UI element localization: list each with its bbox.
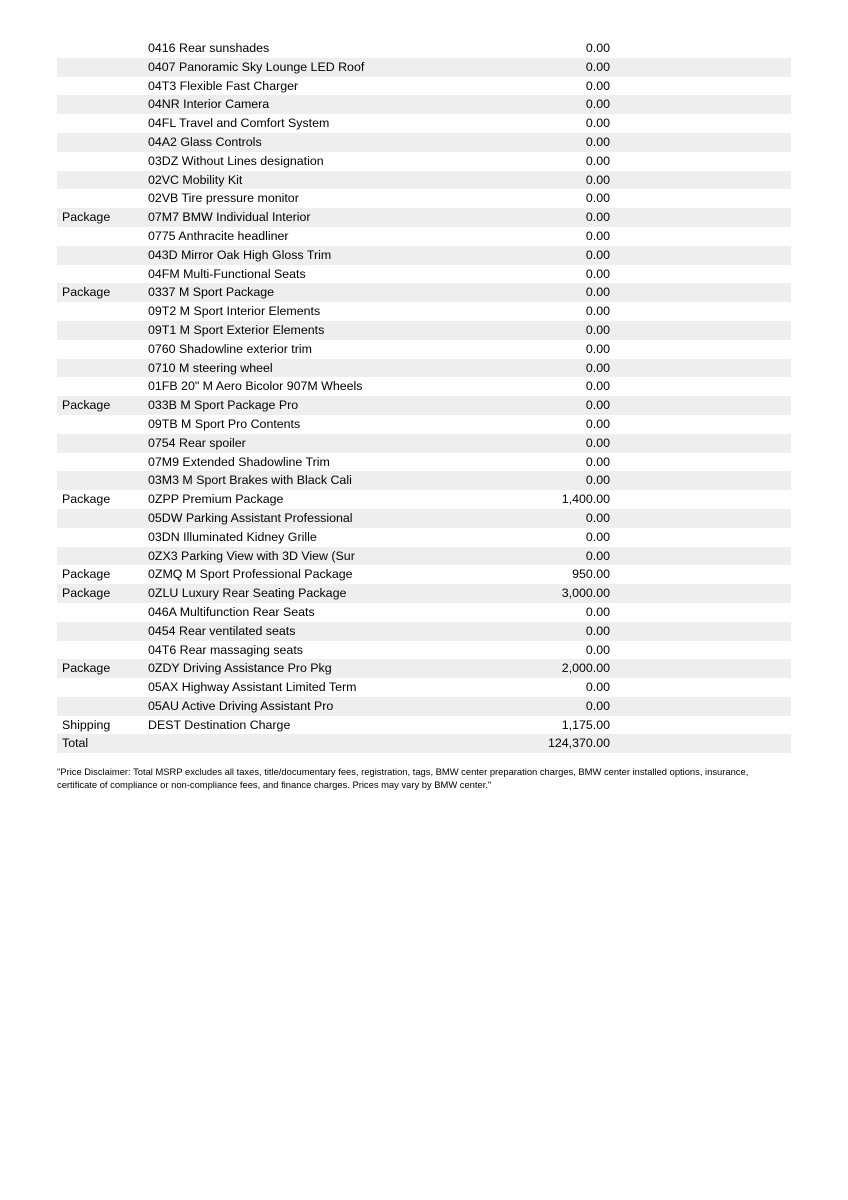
price-cell: 0.00 [585,191,610,206]
description-cell: 033B M Sport Package Pro [148,398,299,413]
table-row [57,377,791,396]
row-filler [610,678,791,697]
category-cell: Shipping [62,717,111,732]
category-cell [57,95,148,114]
table-row [57,359,791,378]
table-row [57,152,791,171]
row-filler [610,490,791,509]
table-row [57,114,791,133]
table-row [57,490,791,509]
row-filler [610,603,791,622]
category-cell [57,58,148,77]
description-cell: 04A2 Glass Controls [148,134,262,149]
description-cell: 0ZDY Driving Assistance Pro Pkg [148,661,332,676]
description-cell: 04T6 Rear massaging seats [148,642,303,657]
category-cell [57,377,148,396]
price-cell: 0.00 [585,78,610,93]
category-cell [57,152,148,171]
row-filler [610,302,791,321]
price-disclaimer: "Price Disclaimer: Total MSRP excludes all taxes, title/documentary fees, registration, tags, BMW center preparation charges, BMW center installed options, insurance, certificate of compliance or non-compliance fees, and finance charges. Prices may vary by BMW center." [57,766,749,791]
description-cell: 04FM Multi-Functional Seats [148,266,306,281]
description-cell: 0775 Anthracite headliner [148,228,289,243]
table-row [57,77,791,96]
description-cell: 0337 M Sport Package [148,285,275,300]
category-cell [57,227,148,246]
price-cell: 2,000.00 [561,661,610,676]
row-filler [610,396,791,415]
price-cell: 0.00 [585,41,610,55]
description-cell: 07M9 Extended Shadowline Trim [148,454,330,469]
table-row [57,603,791,622]
table-row [57,208,791,227]
description-cell: 03M3 M Sport Brakes with Black Cali [148,473,352,488]
row-filler [610,321,791,340]
description-cell: 04T3 Flexible Fast Charger [148,78,299,93]
price-cell: 0.00 [585,698,610,713]
row-filler [610,340,791,359]
category-cell [57,678,148,697]
category-cell [57,471,148,490]
table-row [57,189,791,208]
table-row [57,716,791,735]
row-filler [610,734,791,753]
row-filler [610,377,791,396]
price-cell: 124,370.00 [547,736,610,751]
category-cell [57,697,148,716]
price-cell: 0.00 [585,642,610,657]
table-row [57,321,791,340]
price-cell: 0.00 [585,510,610,525]
description-cell: 046A Multifunction Rear Seats [148,604,315,619]
price-cell: 0.00 [585,210,610,225]
row-filler [610,659,791,678]
category-cell: Package [62,586,111,601]
table-row [57,547,791,566]
description-cell: 043D Mirror Oak High Gloss Trim [148,247,332,262]
row-filler [610,453,791,472]
price-cell: 0.00 [585,604,610,619]
price-cell: 3,000.00 [561,586,610,601]
vehicle-options-table [57,39,791,753]
table-row [57,171,791,190]
row-filler [610,227,791,246]
price-cell: 0.00 [585,341,610,356]
table-row [57,434,791,453]
row-filler [610,95,791,114]
price-cell: 0.00 [585,435,610,450]
price-cell: 0.00 [585,454,610,469]
description-cell: 0416 Rear sunshades [148,41,270,55]
description-cell: 0ZMQ M Sport Professional Package [148,567,353,582]
table-row [57,58,791,77]
description-cell: 05DW Parking Assistant Professional [148,510,353,525]
row-filler [610,584,791,603]
category-cell [57,509,148,528]
category-cell: Package [62,285,111,300]
row-filler [610,152,791,171]
row-filler [610,547,791,566]
category-cell: Package [62,398,111,413]
price-cell: 0.00 [585,623,610,638]
price-cell: 0.00 [585,247,610,262]
category-cell [57,641,148,660]
table-row [57,340,791,359]
category-cell [57,453,148,472]
price-cell: 0.00 [585,360,610,375]
row-filler [610,434,791,453]
price-cell: 0.00 [585,322,610,337]
description-cell: 05AU Active Driving Assistant Pro [148,698,334,713]
description-cell: 01FB 20" M Aero Bicolor 907M Wheels [148,379,363,394]
price-cell: 0.00 [585,304,610,319]
row-filler [610,641,791,660]
description-cell: 09TB M Sport Pro Contents [148,416,301,431]
category-cell [57,39,148,58]
price-cell: 0.00 [585,416,610,431]
row-filler [610,189,791,208]
row-filler [610,359,791,378]
category-cell [57,133,148,152]
table-row [57,227,791,246]
row-filler [610,39,791,58]
description-cell: 0ZPP Premium Package [148,492,284,507]
category-cell [57,171,148,190]
row-filler [610,697,791,716]
category-cell [57,114,148,133]
category-cell: Package [62,661,111,676]
price-cell: 0.00 [585,529,610,544]
description-cell: 0754 Rear spoiler [148,435,246,450]
category-cell [57,434,148,453]
category-cell: Package [62,492,111,507]
price-cell: 1,400.00 [561,492,610,507]
table-row [57,471,791,490]
category-cell [57,603,148,622]
description-cell: 0ZLU Luxury Rear Seating Package [148,586,347,601]
row-filler [610,283,791,302]
price-cell: 0.00 [585,548,610,563]
row-filler [610,528,791,547]
table-row [57,95,791,114]
description-cell: 05AX Highway Assistant Limited Term [148,680,357,695]
price-cell: 0.00 [585,97,610,112]
table-row [57,415,791,434]
table-row [57,396,791,415]
category-cell [57,415,148,434]
description-cell: 09T2 M Sport Interior Elements [148,304,321,319]
table-row [57,283,791,302]
price-cell: 0.00 [585,134,610,149]
price-cell: 0.00 [585,398,610,413]
category-cell [57,340,148,359]
row-filler [610,58,791,77]
description-cell: 09T1 M Sport Exterior Elements [148,322,325,337]
row-filler [610,265,791,284]
description-cell: 04NR Interior Camera [148,97,270,112]
price-cell: 0.00 [585,59,610,74]
description-cell: 0710 M steering wheel [148,360,273,375]
table-row [57,584,791,603]
category-cell [57,265,148,284]
description-cell: 02VC Mobility Kit [148,172,243,187]
price-cell: 0.00 [585,172,610,187]
row-filler [610,77,791,96]
row-filler [610,471,791,490]
table-row [57,265,791,284]
price-cell: 1,175.00 [561,717,610,732]
row-filler [610,509,791,528]
row-filler [610,208,791,227]
category-cell [57,359,148,378]
description-cell: 0454 Rear ventilated seats [148,623,296,638]
table-row [57,453,791,472]
row-filler [610,246,791,265]
table-row [57,565,791,584]
price-cell: 0.00 [585,285,610,300]
description-cell: 0ZX3 Parking View with 3D View (Sur [148,548,355,563]
description-cell: 07M7 BMW Individual Interior [148,210,311,225]
description-cell: 02VB Tire pressure monitor [148,191,299,206]
category-cell [57,547,148,566]
row-filler [610,114,791,133]
table-row [57,133,791,152]
row-filler [610,133,791,152]
category-cell [57,189,148,208]
table-row [57,528,791,547]
table-row [57,39,791,58]
description-cell: 0760 Shadowline exterior trim [148,341,312,356]
category-cell [57,528,148,547]
category-cell [57,321,148,340]
row-filler [610,565,791,584]
table-row [57,302,791,321]
table-row [57,641,791,660]
table-row [57,697,791,716]
table-row [57,734,791,753]
description-cell: DEST Destination Charge [148,717,291,732]
description-cell: 03DZ Without Lines designation [148,153,324,168]
category-cell [57,77,148,96]
row-filler [610,622,791,641]
table-row [57,622,791,641]
price-cell: 0.00 [585,228,610,243]
row-filler [610,415,791,434]
category-cell [57,246,148,265]
description-cell: 0407 Panoramic Sky Lounge LED Roof [148,59,365,74]
price-cell: 0.00 [585,116,610,131]
price-cell: 0.00 [585,680,610,695]
price-cell: 0.00 [585,473,610,488]
category-cell [57,302,148,321]
table-row [57,246,791,265]
description-cell: 03DN Illuminated Kidney Grille [148,529,317,544]
category-cell: Total [62,736,89,751]
category-cell: Package [62,210,111,225]
table-row [57,659,791,678]
price-cell: 950.00 [572,567,610,582]
row-filler [610,171,791,190]
price-cell: 0.00 [585,379,610,394]
table-row [57,509,791,528]
table-row [57,678,791,697]
price-cell: 0.00 [585,153,610,168]
description-cell [148,734,460,753]
row-filler [610,716,791,735]
category-cell: Package [62,567,111,582]
price-cell: 0.00 [585,266,610,281]
description-cell: 04FL Travel and Comfort System [148,116,330,131]
category-cell [57,622,148,641]
